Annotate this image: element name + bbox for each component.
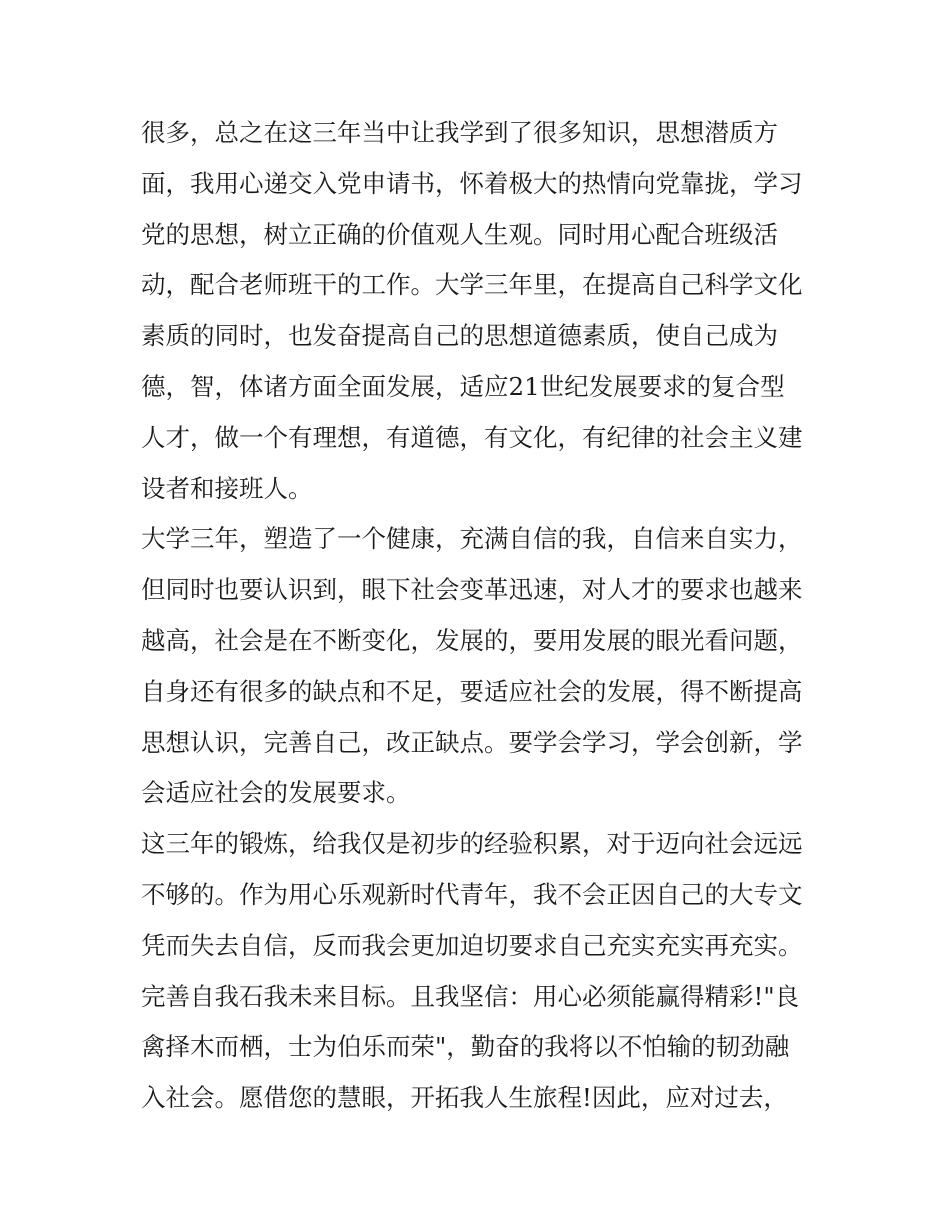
- text-line: 党的思想，树立正确的价值观人生观。同时用心配合班级活: [141, 219, 778, 249]
- text-line: 大学三年，塑造了一个健康，充满自信的我，自信来自实力，: [141, 524, 803, 554]
- text-line: 越高，社会是在不断变化，发展的，要用发展的眼光看问题，: [141, 625, 803, 655]
- body-text: [141, 108, 831, 1124]
- text-line: 面，我用心递交入党申请书，怀着极大的热情向党靠拢，学习: [141, 168, 803, 198]
- text-line: 德，智，体诸方面全面发展，适应21世纪发展要求的复合型: [141, 371, 785, 401]
- text-line: 凭而失去自信，反而我会更加迫切要求自己充实充实再充实。: [141, 930, 803, 960]
- text-line: 不够的。作为用心乐观新时代青年，我不会正因自己的大专文: [141, 879, 803, 909]
- text-line: 自身还有很多的缺点和不足，要适应社会的发展，得不断提高: [141, 676, 803, 706]
- text-line: 禽择木而栖，士为伯乐而荣"，勤奋的我将以不怕输的韧劲融: [141, 1032, 790, 1062]
- text-line: 会适应社会的发展要求。: [141, 778, 411, 808]
- text-line: 这三年的锻炼，给我仅是初步的经验积累，对于迈向社会远远: [141, 829, 803, 859]
- text-line: 很多，总之在这三年当中让我学到了很多知识，思想潜质方: [141, 118, 778, 147]
- text-line: 思想认识，完善自己，改正缺点。要学会学习，学会创新，学: [141, 727, 803, 757]
- text-line: 入社会。愿借您的慧眼，开拓我人生旅程!因此，应对过去，: [141, 1083, 788, 1113]
- text-line: 人才，做一个有理想，有道德，有文化，有纪律的社会主义建: [141, 422, 803, 452]
- text-line: 但同时也要认识到，眼下社会变革迅速，对人才的要求也越来: [141, 575, 803, 605]
- text-line: 完善自我石我未来目标。且我坚信：用心必须能赢得精彩!"良: [141, 981, 800, 1011]
- text-line: 素质的同时，也发奋提高自己的思想道德素质，使自己成为: [141, 321, 778, 351]
- text-line: 设者和接班人。: [141, 473, 313, 503]
- text-line: 动，配合老师班干的工作。大学三年里，在提高自己科学文化: [141, 270, 803, 300]
